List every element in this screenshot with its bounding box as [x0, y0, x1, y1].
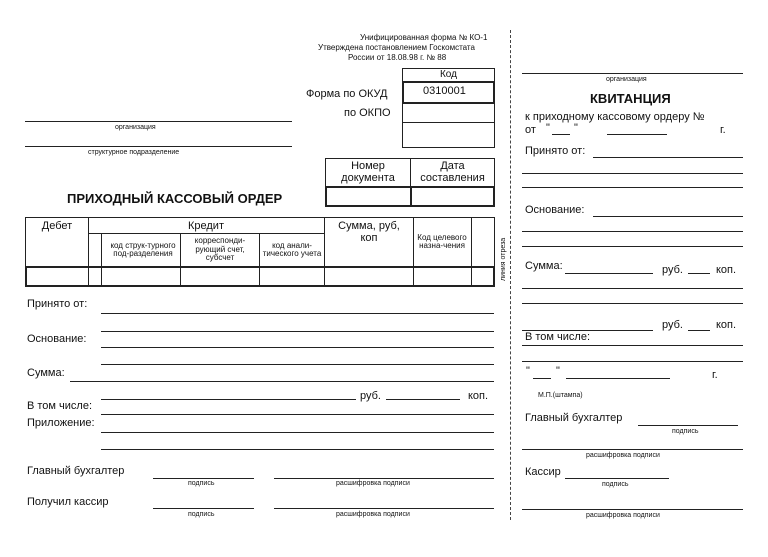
receipt-year-label: г.: [720, 124, 726, 136]
receipt-date-month-line[interactable]: [566, 378, 670, 379]
receipt-day-line[interactable]: [552, 134, 570, 135]
table-values-row[interactable]: [25, 266, 495, 287]
sum-line[interactable]: [70, 381, 494, 382]
received-from-line-2[interactable]: [101, 331, 494, 332]
kop-label: коп.: [468, 390, 489, 402]
number-header: Номер документа: [341, 159, 395, 184]
receipt-date-quote-close: ": [556, 365, 560, 377]
receipt-chief-accountant-label: Главный бухгалтер: [525, 412, 623, 424]
receipt-date-year-label: г.: [712, 369, 718, 381]
receipt-org-caption: организация: [606, 76, 647, 83]
including-label: В том числе:: [27, 400, 93, 412]
receipt-cashier-decoding-line[interactable]: [522, 509, 743, 510]
receipt-basis-label: Основание:: [525, 204, 585, 216]
receipt-date-quote-open: ": [526, 365, 530, 377]
unified-form-line2: Утверждена постановлением Госкомстата: [318, 43, 475, 52]
receipt-cashier-decoding-caption: расшифровка подписи: [586, 512, 660, 519]
receipt-month-line[interactable]: [607, 134, 667, 135]
received-from-label: Принято от:: [27, 298, 88, 310]
credit-header: Кредит: [187, 220, 224, 232]
receipt-organization-line[interactable]: [522, 73, 743, 74]
receipt-chief-signature-caption: подпись: [672, 428, 699, 435]
receipt-received-line-2[interactable]: [522, 173, 743, 174]
receipt-chief-signature-line[interactable]: [638, 425, 738, 426]
okud-value: 0310001: [423, 85, 466, 97]
purpose-code-header: Код целевого назна-чения: [417, 232, 467, 250]
receipt-stamp-label: М.П.(штампа): [538, 392, 583, 399]
chief-accountant-decoding-caption: расшифровка подписи: [336, 480, 410, 487]
receipt-received-from-label: Принято от:: [525, 145, 586, 157]
receipt-kop-label: коп.: [716, 264, 737, 276]
basis-label: Основание:: [27, 333, 87, 345]
receipt-basis-line-2[interactable]: [522, 231, 743, 232]
receipt-kop-label-2: коп.: [716, 319, 737, 331]
receipt-to-order: к приходному кассовому ордеру №: [525, 111, 705, 123]
codes-header: Код: [439, 69, 457, 80]
chief-accountant-signature-line[interactable]: [153, 478, 254, 479]
basis-line[interactable]: [101, 347, 494, 348]
cut-line-label: линия отреза: [500, 237, 507, 281]
kop-line[interactable]: [386, 399, 460, 400]
okpo-label: по ОКПО: [344, 107, 391, 119]
receipt-from: от: [525, 124, 536, 136]
attachment-label: Приложение:: [27, 417, 95, 429]
receipt-cashier-signature-line[interactable]: [565, 478, 669, 479]
receipt-rub-label-2: руб.: [662, 319, 683, 331]
unified-form-line3: России от 18.08.98 г. № 88: [348, 53, 447, 62]
receipt-including-label: В том числе:: [525, 331, 591, 343]
receipt-sum-kop-line[interactable]: [688, 273, 710, 274]
codes-box: [402, 68, 495, 148]
receipt-including-line[interactable]: [522, 345, 743, 346]
receipt-sum-label: Сумма:: [525, 260, 563, 272]
receipt-including-line-2[interactable]: [522, 361, 743, 362]
cashier-signature-caption: подпись: [188, 511, 215, 518]
corr-account-header: корреспонди-рующий счет, субсчет: [194, 236, 246, 263]
attachment-line[interactable]: [101, 432, 494, 433]
unified-form-line1: Унифицированная форма № КО-1: [360, 33, 488, 42]
receipt-sum-line-2[interactable]: [522, 288, 743, 289]
chief-accountant-label: Главный бухгалтер: [27, 465, 125, 477]
structural-code-header: код струк-турного под-разделения: [110, 240, 176, 258]
okud-label: Форма по ОКУД: [306, 88, 388, 100]
debit-header: Дебет: [41, 220, 73, 232]
receipt-cashier-label: Кассир: [525, 466, 561, 478]
receipt-sum-line-3[interactable]: [522, 303, 743, 304]
receipt-chief-decoding-caption: расшифровка подписи: [586, 452, 660, 459]
receipt-chief-decoding-line[interactable]: [522, 449, 743, 450]
cashier-decoding-caption: расшифровка подписи: [336, 511, 410, 518]
analytic-code-header: код анали-тического учета: [262, 240, 322, 258]
including-line[interactable]: [101, 414, 494, 415]
cashier-decoding-line[interactable]: [274, 508, 494, 509]
document-title: ПРИХОДНЫЙ КАССОВЫЙ ОРДЕР: [67, 191, 283, 206]
received-cashier-label: Получил кассир: [27, 496, 109, 508]
chief-accountant-signature-caption: подпись: [188, 480, 215, 487]
receipt-date-day-line[interactable]: [533, 378, 551, 379]
receipt-received-from-line[interactable]: [593, 157, 743, 158]
receipt-cashier-signature-caption: подпись: [602, 481, 629, 488]
cut-line: [510, 30, 511, 520]
receipt-quote-open: ": [546, 122, 550, 134]
organization-caption: организация: [115, 124, 156, 131]
receipt-received-line-3[interactable]: [522, 187, 743, 188]
sum-rub-line[interactable]: [101, 399, 356, 400]
basis-line-2[interactable]: [101, 364, 494, 365]
receipt-quote-close: ": [574, 122, 578, 134]
receipt-title: КВИТАНЦИЯ: [590, 91, 671, 106]
receipt-rub-label: руб.: [662, 264, 683, 276]
subdivision-caption: структурное подразделение: [88, 149, 180, 156]
receipt-sum-line[interactable]: [565, 273, 653, 274]
subdivision-line[interactable]: [25, 146, 292, 147]
receipt-basis-line[interactable]: [593, 216, 743, 217]
organization-line[interactable]: [25, 121, 292, 122]
chief-accountant-decoding-line[interactable]: [274, 478, 494, 479]
receipt-basis-line-3[interactable]: [522, 246, 743, 247]
attachment-line-2[interactable]: [101, 449, 494, 450]
received-from-line[interactable]: [101, 313, 494, 314]
receipt-sum2-kop-line[interactable]: [688, 330, 710, 331]
cashier-signature-line[interactable]: [153, 508, 254, 509]
sum-header: Сумма, руб, коп: [338, 220, 400, 244]
sum-label: Сумма:: [27, 367, 65, 379]
rub-label: руб.: [360, 390, 381, 402]
date-header: Дата составления: [420, 159, 485, 184]
